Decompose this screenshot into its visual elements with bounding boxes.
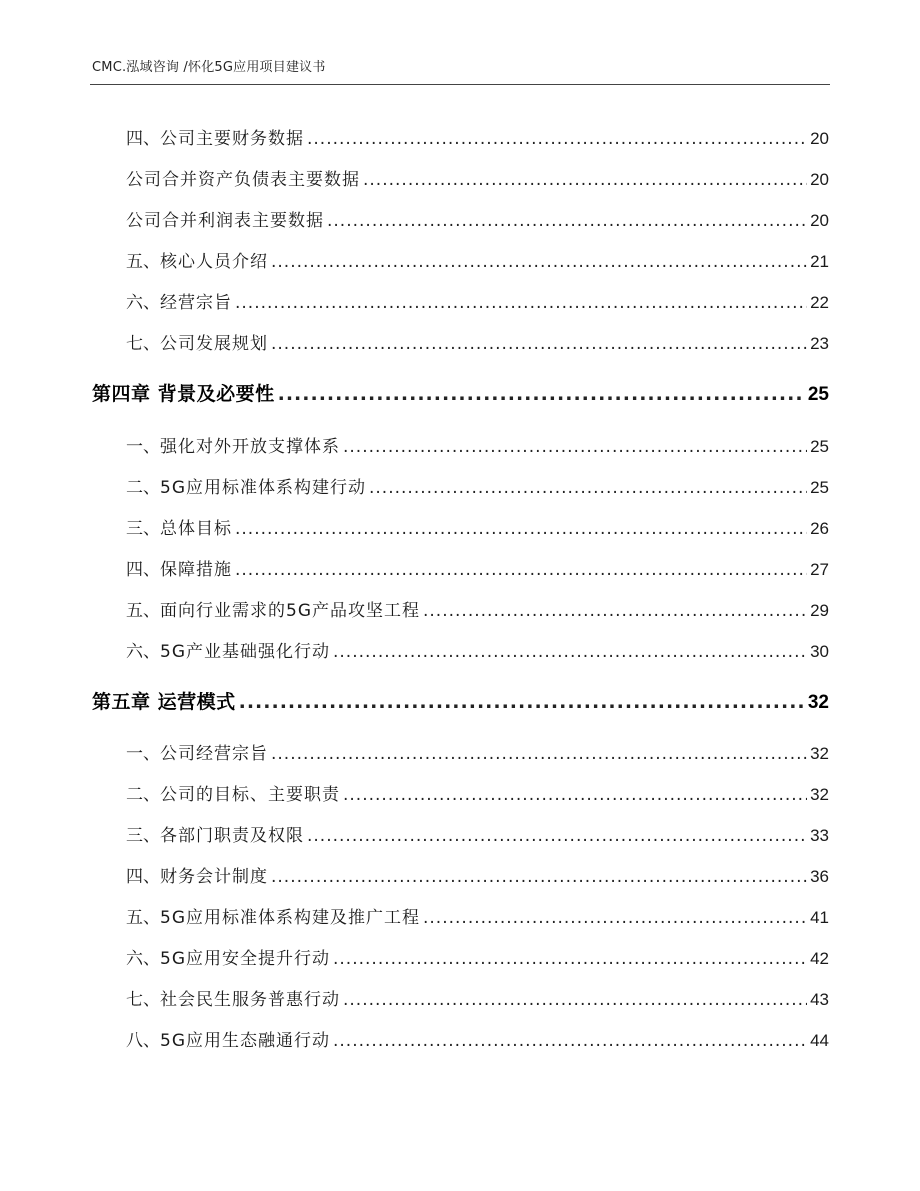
toc-entry-title: 5G应用安全提升行动 — [160, 949, 330, 969]
toc-chapter-title: 第四章 背景及必要性 — [92, 383, 275, 405]
dot-leader — [343, 785, 807, 805]
toc-entry-title: 公司经营宗旨 — [160, 744, 268, 764]
dot-leader — [235, 560, 807, 580]
toc-entry-4-7[interactable] — [126, 329, 829, 354]
toc-entry-number: 五、 — [126, 252, 160, 272]
dot-leader — [333, 1031, 807, 1051]
toc-entry-title: 经营宗旨 — [160, 293, 232, 313]
dot-leader — [423, 601, 807, 621]
dot-leader — [239, 691, 805, 713]
dot-leader — [363, 170, 807, 190]
toc-entry-ch4-5[interactable] — [126, 596, 829, 621]
toc-entry-page: 22 — [810, 293, 829, 312]
toc-entry-title: 各部门职责及权限 — [160, 826, 304, 846]
toc-entry-title: 面向行业需求的5G产品攻坚工程 — [160, 601, 420, 621]
toc-entry-ch4-2[interactable] — [126, 473, 829, 498]
toc-entry-number: 八、 — [126, 1031, 160, 1051]
header-divider — [90, 84, 830, 85]
toc-entry-page: 36 — [810, 867, 829, 886]
dot-leader — [278, 383, 805, 405]
toc-entry-page: 23 — [810, 334, 829, 353]
dot-leader — [369, 478, 807, 498]
toc-entry-page: 32 — [810, 744, 829, 763]
toc-entry-number: 七、 — [126, 334, 160, 354]
toc-entry-page: 44 — [810, 1031, 829, 1050]
dot-leader — [235, 293, 807, 313]
toc-entry-ch4-4[interactable] — [126, 555, 829, 580]
dot-leader — [271, 744, 807, 764]
toc-entry-ch5-5[interactable] — [126, 903, 829, 928]
toc-entry-title: 5G应用生态融通行动 — [160, 1031, 330, 1051]
toc-entry-page: 27 — [810, 560, 829, 579]
toc-entry-number: 六、 — [126, 293, 160, 313]
toc-entry-number: 三、 — [126, 519, 160, 539]
toc-entry-ch5-6[interactable] — [126, 944, 829, 969]
toc-entry-page: 41 — [810, 908, 829, 927]
toc-entry-number: 四、 — [126, 867, 160, 887]
toc-entry-ch4-3[interactable] — [126, 514, 829, 539]
dot-leader — [307, 129, 807, 149]
toc-entry-number: 四、 — [126, 129, 160, 149]
toc-entry-income-statement[interactable] — [126, 206, 829, 231]
toc-entry-page: 33 — [810, 826, 829, 845]
toc-entry-title: 5G应用标准体系构建行动 — [160, 478, 366, 498]
toc-chapter-5[interactable] — [92, 687, 829, 714]
toc-entry-page: 43 — [810, 990, 829, 1009]
toc-entry-title: 公司主要财务数据 — [160, 129, 304, 149]
dot-leader — [271, 252, 807, 272]
toc-entry-ch5-2[interactable] — [126, 780, 829, 805]
toc-entry-number: 六、 — [126, 949, 160, 969]
toc-entry-title: 公司的目标、主要职责 — [160, 785, 340, 805]
dot-leader — [235, 519, 807, 539]
toc-entry-number: 三、 — [126, 826, 160, 846]
dot-leader — [307, 826, 807, 846]
toc-entry-ch5-1[interactable] — [126, 739, 829, 764]
toc-entry-ch5-3[interactable] — [126, 821, 829, 846]
toc-entry-page: 32 — [810, 785, 829, 804]
toc-entry-4-6[interactable] — [126, 288, 829, 313]
toc-entry-4-5[interactable] — [126, 247, 829, 272]
toc-entry-title: 公司发展规划 — [160, 334, 268, 354]
toc-chapter-4[interactable] — [92, 379, 829, 406]
toc-entry-title: 保障措施 — [160, 560, 232, 580]
toc-entry-page: 21 — [810, 252, 829, 271]
toc-entry-page: 32 — [807, 692, 829, 713]
toc-entry-number: 一、 — [126, 437, 160, 457]
toc-entry-title: 公司合并资产负债表主要数据 — [126, 170, 360, 190]
toc-entry-ch5-4[interactable] — [126, 862, 829, 887]
page-header: CMC.泓域咨询 /怀化5G应用项目建议书 — [92, 60, 326, 75]
toc-entry-page: 42 — [810, 949, 829, 968]
dot-leader — [271, 334, 807, 354]
toc-entry-number: 四、 — [126, 560, 160, 580]
toc-entry-number: 二、 — [126, 478, 160, 498]
toc-entry-page: 25 — [810, 478, 829, 497]
toc-entry-title: 5G应用标准体系构建及推广工程 — [160, 908, 420, 928]
toc-entry-page: 25 — [807, 384, 829, 405]
toc-entry-title: 财务会计制度 — [160, 867, 268, 887]
dot-leader — [333, 949, 807, 969]
toc-entry-page: 20 — [810, 170, 829, 189]
toc-entry-page: 26 — [810, 519, 829, 538]
toc-entry-number: 七、 — [126, 990, 160, 1010]
toc-entry-title: 强化对外开放支撑体系 — [160, 437, 340, 457]
dot-leader — [423, 908, 807, 928]
toc-entry-number: 一、 — [126, 744, 160, 764]
toc-entry-title: 5G产业基础强化行动 — [160, 642, 330, 662]
toc-entry-page: 20 — [810, 129, 829, 148]
toc-entry-balance-sheet[interactable] — [126, 165, 829, 190]
dot-leader — [343, 990, 807, 1010]
toc-entry-ch4-6[interactable] — [126, 637, 829, 662]
toc-entry-4-4[interactable] — [126, 124, 829, 149]
toc-entry-ch4-1[interactable] — [126, 432, 829, 457]
toc-entry-ch5-7[interactable] — [126, 985, 829, 1010]
toc-entry-page: 25 — [810, 437, 829, 456]
toc-entry-title: 总体目标 — [160, 519, 232, 539]
toc-entry-page: 20 — [810, 211, 829, 230]
dot-leader — [333, 642, 807, 662]
toc-entry-number: 五、 — [126, 601, 160, 621]
dot-leader — [343, 437, 807, 457]
dot-leader — [271, 867, 807, 887]
toc-entry-title: 社会民生服务普惠行动 — [160, 990, 340, 1010]
toc-entry-title: 公司合并利润表主要数据 — [126, 211, 324, 231]
dot-leader — [327, 211, 807, 231]
toc-entry-page: 30 — [810, 642, 829, 661]
toc-entry-number: 六、 — [126, 642, 160, 662]
toc-entry-title: 核心人员介绍 — [160, 252, 268, 272]
toc-entry-number: 二、 — [126, 785, 160, 805]
toc-entry-ch5-8[interactable] — [126, 1026, 829, 1051]
toc-entry-number: 五、 — [126, 908, 160, 928]
toc-entry-page: 29 — [810, 601, 829, 620]
toc-chapter-title: 第五章 运营模式 — [92, 691, 236, 713]
